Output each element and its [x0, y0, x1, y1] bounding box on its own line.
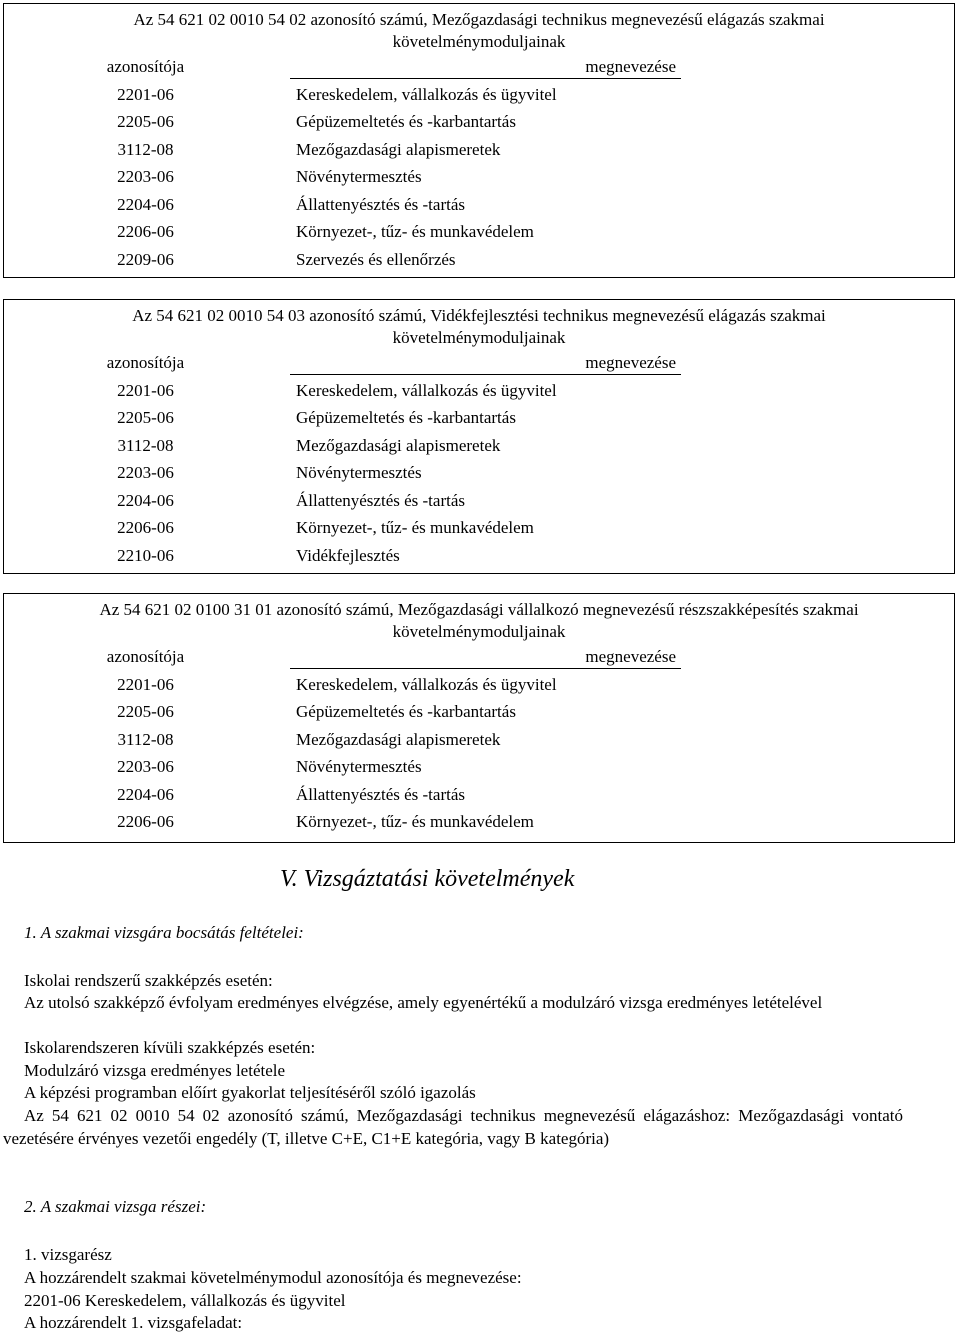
table-row: 2204-06 Állattenyésztés és -tartás: [117, 784, 465, 804]
paragraph: Modulzáró vizsga eredményes letétele: [24, 1061, 286, 1080]
table-row: 2206-06 Környezet-, tűz- és munkavédelem: [117, 518, 534, 537]
table-row: 2201-06 Kereskedelem, vállalkozás és ügyvitel: [117, 84, 557, 104]
paragraph: Az utolsó szakképző évfolyam eredményes elvégzése, amely egyenértékű a modulzáró vizsga eredményes letételével: [24, 993, 823, 1012]
col-id-header: azonosítója: [106, 57, 185, 76]
section-heading: V. Vizsgáztatási követelmények: [280, 866, 575, 892]
col-name-header: megnevezése: [585, 353, 676, 372]
header-underline: [290, 668, 681, 669]
module-table-3: [3, 593, 955, 843]
table-header: [4, 643, 954, 671]
table-row: 2201-06 Kereskedelem, vállalkozás és ügyvitel: [117, 674, 557, 694]
table-row: 2203-06 Növénytermesztés: [117, 463, 422, 482]
table-row: 3112-08 Mezőgazdasági alapismeretek: [117, 139, 501, 159]
paragraph: 1. vizsgarész: [24, 1245, 112, 1264]
table-title: Az 54 621 02 0010 54 03 azonosító számú, Vidékfejlesztési technikus megnevezésű elágazás szakmai követelménymoduljainak: [132, 306, 826, 347]
table-row: 2209-06 Szervezés és ellenőrzés: [117, 249, 456, 269]
col-id-header: azonosítója: [106, 647, 185, 666]
table-header: [4, 349, 954, 377]
table-row: 2203-06 Növénytermesztés: [117, 757, 422, 776]
table-title: Az 54 621 02 0100 31 01 azonosító számú, Mezőgazdasági vállalkozó megnevezésű részszakképesítés szakmai követelménymoduljainak: [99, 600, 859, 641]
table-row: 2203-06 Növénytermesztés: [117, 167, 422, 186]
paragraph: A hozzárendelt szakmai követelménymodul azonosítója és megnevezése:: [24, 1268, 522, 1287]
table-row: 2201-06 Kereskedelem, vállalkozás és ügyvitel: [117, 380, 557, 400]
table-header: [4, 53, 954, 81]
col-name-header: megnevezése: [585, 57, 676, 76]
subheading-admission: 1. A szakmai vizsgára bocsátás feltételei:: [24, 923, 304, 942]
subheading-exam-parts: 2. A szakmai vizsga részei:: [24, 1197, 207, 1216]
table-row: 2205-06 Gépüzemeltetés és -karbantartás: [117, 112, 516, 131]
table-title: Az 54 621 02 0010 54 02 azonosító számú, Mezőgazdasági technikus megnevezésű elágazás szakmai követelménymoduljainak: [133, 10, 825, 51]
paragraph: A képzési programban előírt gyakorlat teljesítéséről szóló igazolás: [24, 1083, 476, 1102]
paragraph: A hozzárendelt 1. vizsgafeladat:: [24, 1313, 243, 1332]
table-row: 2206-06 Környezet-, tűz- és munkavédelem: [117, 222, 534, 241]
header-underline: [290, 374, 681, 375]
table-row: 2204-06 Állattenyésztés és -tartás: [117, 490, 465, 510]
paragraph: 2201-06 Kereskedelem, vállalkozás és ügyvitel: [24, 1291, 346, 1310]
paragraph: Az 54 621 02 0010 54 02 azonosító számú, Mezőgazdasági technikus megnevezésű elágazáshoz: Mezőgazdasági vontató vezetésére érvényes vezetői engedély (T, illetve C+E, C1+E kategória, vagy B kategória): [3, 1106, 903, 1148]
col-name-header: megnevezése: [585, 647, 676, 666]
table-row: 3112-08 Mezőgazdasági alapismeretek: [117, 729, 501, 749]
table-row: 2206-06 Környezet-, tűz- és munkavédelem: [117, 812, 534, 831]
table-row: 2210-06 Vidékfejlesztés: [117, 545, 400, 565]
table-row: 2204-06 Állattenyésztés és -tartás: [117, 194, 465, 214]
table-row: 3112-08 Mezőgazdasági alapismeretek: [117, 435, 501, 455]
col-id-header: azonosítója: [106, 353, 185, 372]
module-table-1: [3, 3, 955, 278]
table-row: 2205-06 Gépüzemeltetés és -karbantartás: [117, 702, 516, 721]
paragraph: Iskolai rendszerű szakképzés esetén:: [24, 971, 273, 990]
table-row: 2205-06 Gépüzemeltetés és -karbantartás: [117, 408, 516, 427]
header-underline: [290, 78, 681, 79]
module-table-2: [3, 299, 955, 574]
paragraph: Iskolarendszeren kívüli szakképzés esetén:: [24, 1038, 316, 1057]
